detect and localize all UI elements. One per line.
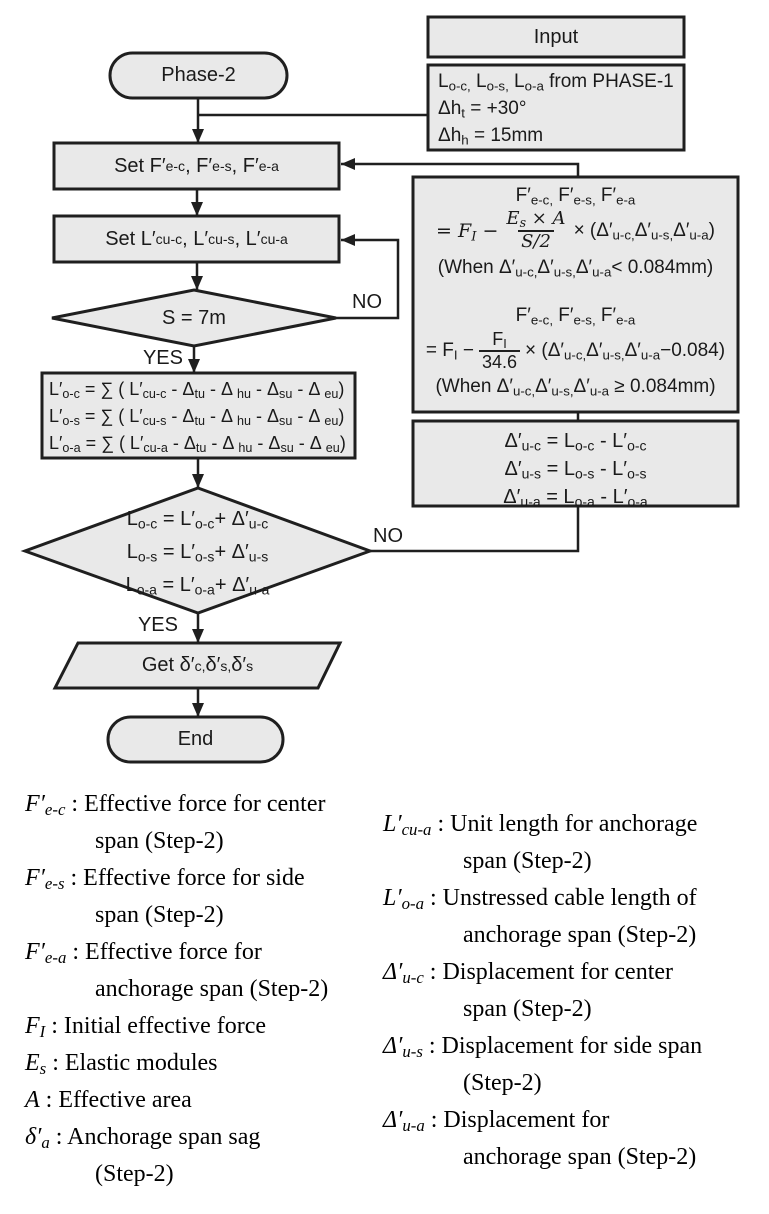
legend-symbol: $L'_{cu-a}$ xyxy=(383,811,432,840)
legend-symbol: $F_I$ xyxy=(25,1013,46,1042)
delta-box-lines xyxy=(413,427,738,511)
legend-desc: : Unstressed cable length of anchorage span (Step-2) xyxy=(423,885,697,948)
set-l-label: Set L′ cu-c , L′ cu-s , L′ cu-a xyxy=(105,227,288,250)
legend-item xyxy=(383,1028,769,1102)
sum-line: $L'_{o-s}$ = ∑ ( $L'_{cu-s} - \Delta_{tu}$ - Δ $_{hu} - \Delta_{su}$ - Δ $_{eu}$) xyxy=(49,406,345,429)
legend-item xyxy=(25,786,380,860)
legend-symbol: $\Delta'_{u-s}$ xyxy=(383,1033,423,1062)
legend-symbol: A xyxy=(25,1087,40,1113)
delta-line: $\Delta'_{u-c} = L_{o-c} - L'_{o-c}$ xyxy=(504,430,647,454)
legend-symbol: $E_s$ xyxy=(25,1050,47,1079)
decision2-yes-label: YES xyxy=(137,614,178,636)
decision2-line: $L_{o-c} = L'_{o-c}+ \Delta'_{u-c}$ xyxy=(126,508,269,532)
eq1-suffix: × $(\Delta'_{u-c,}\Delta'_{u-s,}\Delta'_{u-a})$ xyxy=(573,219,715,242)
get-label: Get δ′ c, δ′ s, δ′ s xyxy=(141,654,254,676)
legend-desc: : Effective force for anchorage span (Step-2) xyxy=(66,939,329,1002)
legend-item xyxy=(383,880,769,954)
decision2-label xyxy=(25,503,370,602)
input-line: $\Delta h_h = 15mm$ xyxy=(438,125,544,148)
legend-item xyxy=(383,806,769,880)
decision1-no-label: NO xyxy=(352,291,382,313)
arrow-formula-to-setf xyxy=(341,164,578,177)
legend-right-column xyxy=(383,806,769,1176)
legend-item xyxy=(25,1082,380,1119)
delta-line: $\Delta'_{u-s} = L_{o-s} - L'_{o-s}$ xyxy=(504,458,647,482)
legend-symbol: $\delta'_a$ xyxy=(25,1124,50,1153)
legend-left-column xyxy=(25,786,380,1193)
phase2-label: Phase-2 xyxy=(161,64,236,86)
legend-item xyxy=(25,1045,380,1082)
legend-desc: : Effective area xyxy=(39,1087,192,1113)
formula-when-1: (When $\Delta'_{u-c,}\Delta'_{u-s,}\Delta'_{u-a}< 0.084mm$) xyxy=(437,257,714,280)
legend-item xyxy=(383,1102,769,1176)
input-line: $\Delta h_t = +30^\circ$ xyxy=(438,98,527,121)
legend-desc: : Unit length for anchorage span (Step-2) xyxy=(431,811,698,874)
legend-item xyxy=(383,954,769,1028)
legend-desc: : Displacement for center span (Step-2) xyxy=(423,959,674,1022)
legend-symbol: $F'_{e-c}$ xyxy=(25,791,66,820)
eq1-numerator: $E_s \times A$ xyxy=(506,208,566,231)
legend-symbol: $F'_{e-s}$ xyxy=(25,865,65,894)
decision1-label: S = 7m xyxy=(162,306,226,329)
eq2-denominator: 34.6 xyxy=(479,350,520,373)
formula-when-2: (When $\Delta'_{u-c,}\Delta'_{u-s,}\Delta'_{u-a} \ge 0.084mm$) xyxy=(435,375,716,399)
decision2-no-label: NO xyxy=(373,525,403,547)
formula-box-content xyxy=(413,179,738,398)
delta-line: $\Delta'_{u-a} = L_{o-a} - L'_{o-a}$ xyxy=(503,486,648,510)
formula-header-1: $F'_{e-c,}$ $F'_{e-s,}$ $F'_{e-a}$ xyxy=(515,185,636,208)
legend-symbol: $L'_{o-a}$ xyxy=(383,885,424,914)
input-details xyxy=(438,68,678,149)
legend-item xyxy=(25,1008,380,1045)
eq2-numerator: $F_I$ xyxy=(492,329,507,352)
decision1-yes-label: YES xyxy=(142,347,183,369)
legend-desc: : Displacement for anchorage span (Step-2) xyxy=(424,1107,697,1170)
sum-line: $L'_{o-c}$ = ∑ ( $L'_{cu-c} - \Delta_{tu}$ - Δ $_{hu} - \Delta_{su}$ - Δ $_{eu}$) xyxy=(49,379,345,402)
eq2-suffix: × $(\Delta'_{u-c,}\Delta'_{u-s,}\Delta'_{u-a}-0.084)$ xyxy=(525,340,726,363)
legend-item xyxy=(25,934,380,1008)
legend-symbol: $\Delta'_{u-c}$ xyxy=(383,959,424,988)
decision2-line: $L_{o-a} = L'_{o-a}+ \Delta'_{u-a}$ xyxy=(125,574,270,598)
legend-desc: : Effective force for center span (Step-2) xyxy=(65,791,326,854)
legend-desc: : Anchorage span sag (Step-2) xyxy=(49,1124,261,1187)
legend-symbol: $F'_{e-a}$ xyxy=(25,939,67,968)
input-line: $L_{o-c,}$ $L_{o-s,}$ $L_{o-a}$ from PHASE-1 xyxy=(438,71,674,94)
formula-eq-1 xyxy=(436,209,715,252)
legend-desc: : Elastic modules xyxy=(46,1050,218,1076)
eq1-fraction xyxy=(503,209,568,252)
eq1-prefix: = $F_I$ − xyxy=(436,219,499,244)
end-label: End xyxy=(177,728,214,750)
set-f-label: Set F′ e-c , F′ e-s , F′ e-a xyxy=(114,154,279,177)
legend-item xyxy=(25,860,380,934)
sum-box-lines xyxy=(49,376,346,457)
eq2-fraction xyxy=(479,329,520,372)
formula-eq-2 xyxy=(426,329,725,372)
sum-line: $L'_{o-a}$ = ∑ ( $L'_{cu-a} - \Delta_{tu}$ - Δ $_{hu} - \Delta_{su}$ - Δ $_{eu}$) xyxy=(49,433,346,456)
legend-symbol: $\Delta'_{u-a}$ xyxy=(383,1107,425,1136)
eq1-denominator: S/2 xyxy=(518,230,554,253)
formula-header-2: $F'_{e-c,}$ $F'_{e-s,}$ $F'_{e-a}$ xyxy=(515,305,636,328)
input-title: Input xyxy=(533,25,579,48)
eq2-prefix: = $F_I$ − xyxy=(425,340,474,363)
legend-desc: : Displacement for side span (Step-2) xyxy=(422,1033,703,1096)
legend-desc: : Initial effective force xyxy=(45,1013,267,1039)
legend-desc: : Effective force for side span (Step-2) xyxy=(64,865,305,928)
decision2-line: $L_{o-s} = L'_{o-s}+ \Delta'_{u-s}$ xyxy=(126,541,269,565)
legend-item xyxy=(25,1119,380,1193)
